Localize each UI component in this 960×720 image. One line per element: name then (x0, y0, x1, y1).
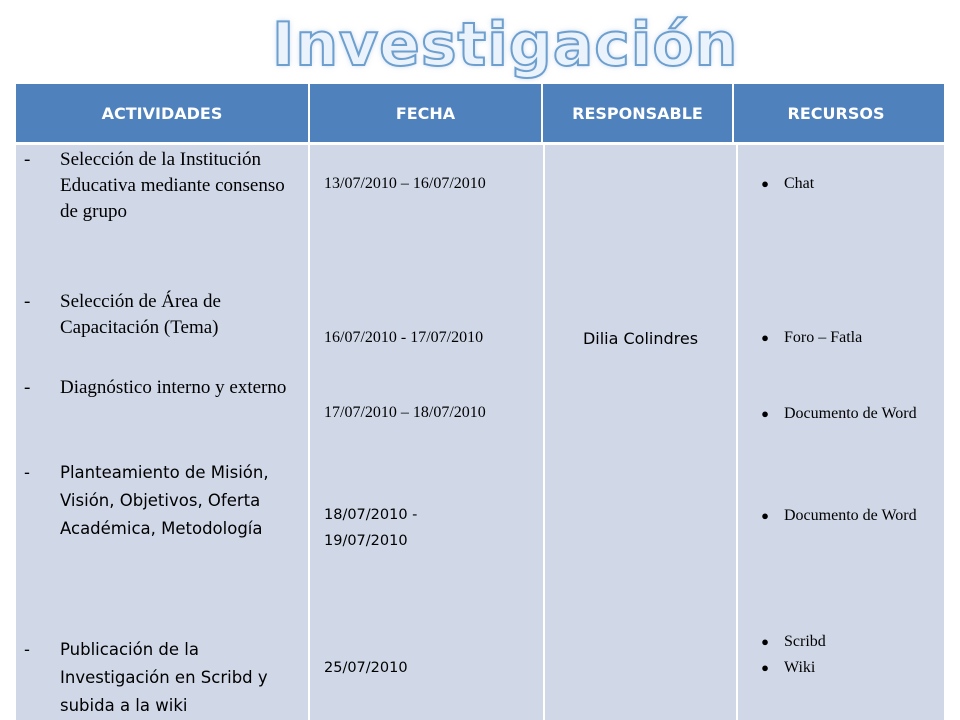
responsible-name: Dilia Colindres (582, 329, 699, 348)
header-actividades: ACTIVIDADES (101, 103, 223, 123)
resource-text: Documento de Word (784, 507, 917, 524)
resource-item (746, 655, 936, 681)
resource-item (746, 503, 936, 529)
date-range: 25/07/2010 (324, 660, 408, 676)
bullet-icon: ● (761, 330, 769, 345)
header-fecha: FECHA (308, 84, 541, 142)
activity-item (24, 636, 299, 720)
resource-item (746, 325, 936, 351)
resource-item (746, 629, 936, 655)
page-title: Investigación (272, 10, 739, 80)
activity-item (24, 459, 299, 543)
resource-item (746, 171, 936, 197)
resource-text: Chat (784, 175, 815, 192)
bullet-icon: ● (761, 508, 769, 523)
dates-cell (310, 145, 543, 720)
bullet-icon: ● (761, 660, 769, 675)
resource-text: Scribd (784, 633, 826, 650)
header-recursos: RECURSOS (732, 84, 938, 142)
activity-item (24, 375, 299, 401)
bullet-icon: ● (761, 176, 769, 191)
header-responsable: RESPONSABLE (541, 84, 732, 142)
table-body-row (16, 145, 944, 720)
activity-item (24, 147, 299, 225)
activity-text: Selección de Área de Capacitación (Tema) (60, 291, 221, 338)
resource-text: Foro – Fatla (784, 329, 863, 346)
date-range: 16/07/2010 - 17/07/2010 (324, 329, 484, 346)
responsible-cell (545, 145, 736, 720)
resource-text: Documento de Word (784, 405, 917, 422)
activity-item (24, 289, 299, 341)
resource-text: Wiki (784, 659, 816, 676)
dash-marker: - (24, 640, 30, 659)
date-range: 13/07/2010 – 16/07/2010 (324, 175, 486, 192)
resources-cell (738, 145, 944, 720)
activity-text: Planteamiento de Misión, Visión, Objetivos, Oferta Académica, Metodología (60, 463, 269, 538)
date-range: 17/07/2010 – 18/07/2010 (324, 404, 486, 421)
resource-item (746, 401, 936, 427)
activity-text: Publicación de la Investigación en Scribd y subida a la wiki (60, 640, 268, 715)
bullet-icon: ● (761, 634, 769, 649)
bullet-icon: ● (761, 406, 769, 421)
table-header-row (16, 84, 944, 142)
activities-table (16, 84, 944, 720)
activities-cell (16, 145, 308, 720)
activity-text: Selección de la Institución Educativa mediante consenso de grupo (60, 149, 285, 222)
activity-text: Diagnóstico interno y externo (60, 377, 287, 398)
dash-marker: - (24, 149, 31, 170)
date-range: 18/07/2010 - 19/07/2010 (324, 507, 418, 549)
dash-marker: - (24, 291, 31, 312)
dash-marker: - (24, 377, 31, 398)
dash-marker: - (24, 463, 30, 482)
